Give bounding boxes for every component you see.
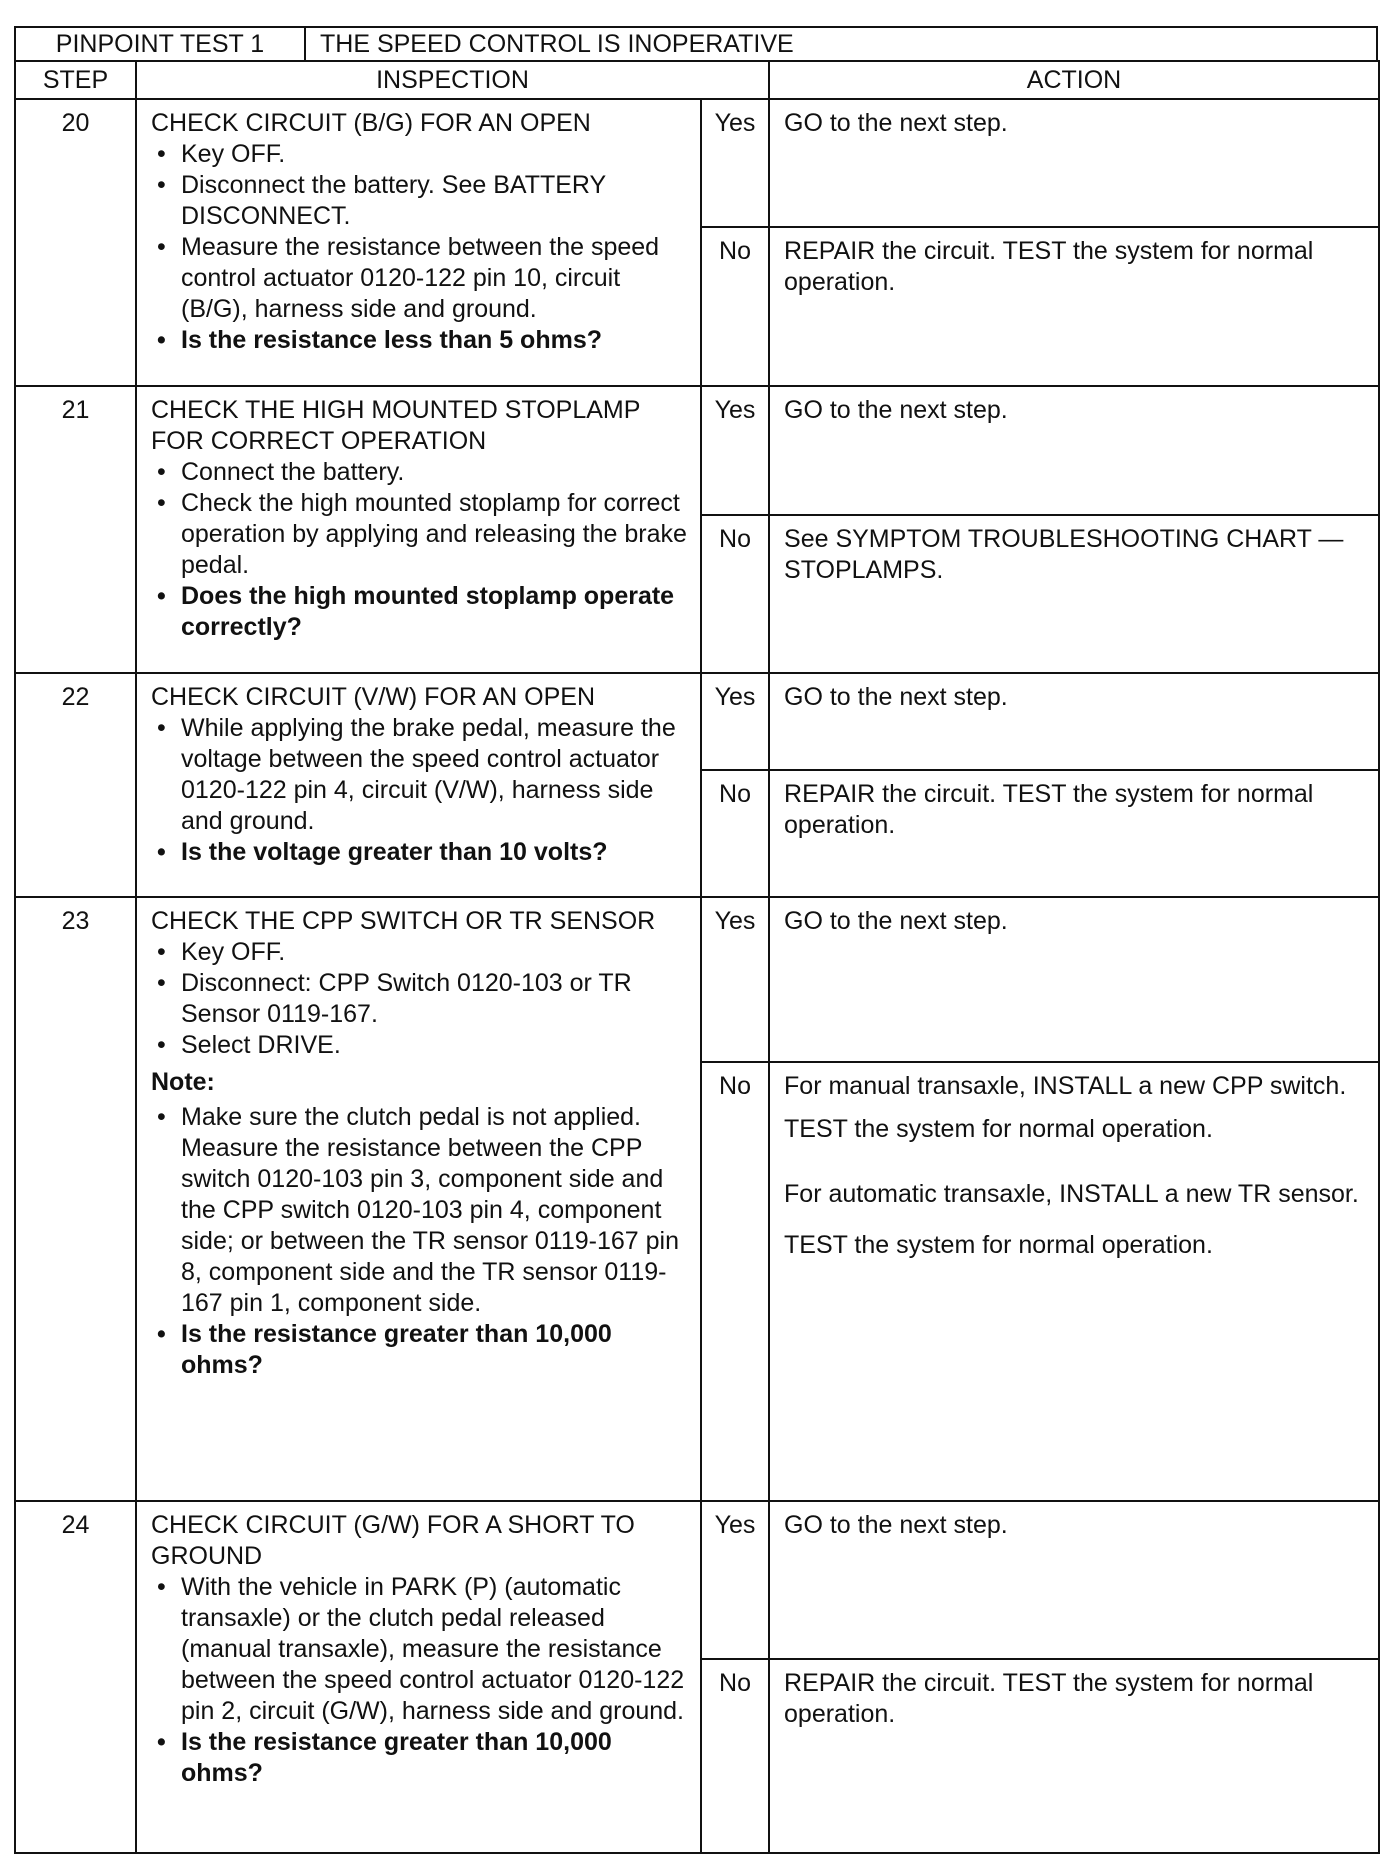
no-label: No <box>701 227 769 386</box>
column-header-row <box>15 61 1379 99</box>
instruction-item: • Key OFF. <box>151 937 688 968</box>
note-item: • Make sure the clutch pedal is not applied. <box>151 1102 688 1133</box>
no-action: REPAIR the circuit. TEST the system for normal operation. <box>769 770 1379 897</box>
instruction-item: • While applying the brake pedal, measure the voltage between the speed control actuator 0120-122 pin 4, circuit (V/W), harness side and ground. <box>151 713 688 837</box>
yes-label: Yes <box>701 386 769 515</box>
step-23-yes-row <box>15 897 1379 1062</box>
step-21-yes-row <box>15 386 1379 515</box>
no-action: See SYMPTOM TROUBLESHOOTING CHART — STOPLAMPS. <box>769 515 1379 673</box>
step-number: 24 <box>15 1501 136 1853</box>
note-text: Measure the resistance between the CPP switch 0120-103 pin 3, component side and the CPP switch 0120-103 pin 4, component side; or between the TR sensor 0119-167 pin 8, component side and the TR sensor 0119-167 pin 1, component side. <box>181 1134 679 1317</box>
step-title: CHECK THE HIGH MOUNTED STOPLAMP FOR CORRECT OPERATION <box>151 396 640 455</box>
step-20-yes-row <box>15 99 1379 227</box>
instruction-item: • With the vehicle in PARK (P) (automatic transaxle) or the clutch pedal released (manual transaxle), measure the resistance between the speed control actuator 0120-122 pin 2, circuit (G/W), harness side and ground. <box>151 1572 688 1727</box>
yes-label: Yes <box>701 1501 769 1659</box>
question: • Is the resistance greater than 10,000 ohms? <box>151 1319 688 1381</box>
step-number: 21 <box>15 386 136 673</box>
instruction-item: • Select DRIVE. <box>151 1030 688 1061</box>
no-action: REPAIR the circuit. TEST the system for normal operation. <box>769 1659 1379 1853</box>
yes-label: Yes <box>701 673 769 770</box>
yes-action: GO to the next step. <box>769 673 1379 770</box>
step-number: 22 <box>15 673 136 897</box>
step-title: CHECK CIRCUIT (G/W) FOR A SHORT TO GROUND <box>151 1511 635 1570</box>
question: • Is the resistance greater than 10,000 ohms? <box>151 1727 688 1789</box>
no-label: No <box>701 1062 769 1501</box>
step-number: 23 <box>15 897 136 1501</box>
question: • Does the high mounted stoplamp operate correctly? <box>151 581 688 643</box>
instruction-item: • Check the high mounted stoplamp for correct operation by applying and releasing the brake pedal. <box>151 488 688 581</box>
diagnostic-table <box>14 60 1380 1854</box>
step-22-inspection <box>136 673 701 897</box>
step-column-header: STEP <box>15 61 136 99</box>
instruction-list <box>151 457 688 643</box>
question-list <box>151 1319 688 1381</box>
instruction-item: • Connect the battery. <box>151 457 688 488</box>
action-column-header: ACTION <box>769 61 1379 99</box>
note-list <box>151 1102 688 1133</box>
step-24-yes-row <box>15 1501 1379 1659</box>
test-label: PINPOINT TEST 1 <box>16 28 306 60</box>
instruction-item: • Disconnect: CPP Switch 0120-103 or TR Sensor 0119-167. <box>151 968 688 1030</box>
inspection-column-header: INSPECTION <box>136 61 769 99</box>
test-title: THE SPEED CONTROL IS INOPERATIVE <box>320 30 794 58</box>
no-label: No <box>701 1659 769 1853</box>
question: • Is the resistance less than 5 ohms? <box>151 325 688 356</box>
yes-action: GO to the next step. <box>769 386 1379 515</box>
step-title: CHECK CIRCUIT (B/G) FOR AN OPEN <box>151 109 591 137</box>
no-label: No <box>701 770 769 897</box>
step-24-inspection <box>136 1501 701 1853</box>
step-number: 20 <box>15 99 136 386</box>
step-21-inspection <box>136 386 701 673</box>
yes-action: GO to the next step. <box>769 897 1379 1062</box>
pinpoint-test-document <box>14 26 1378 1854</box>
instruction-item: • Disconnect the battery. See BATTERY DISCONNECT. <box>151 170 688 232</box>
step-title: CHECK CIRCUIT (V/W) FOR AN OPEN <box>151 683 596 711</box>
no-action <box>769 1062 1379 1501</box>
instruction-list <box>151 139 688 356</box>
yes-action: GO to the next step. <box>769 1501 1379 1659</box>
yes-label: Yes <box>701 99 769 227</box>
no-action-paragraph: For manual transaxle, INSTALL a new CPP switch. <box>784 1072 1347 1100</box>
question: • Is the voltage greater than 10 volts? <box>151 837 688 868</box>
note-label: Note: <box>151 1068 215 1096</box>
yes-label: Yes <box>701 897 769 1062</box>
no-action-paragraph: TEST the system for normal operation. <box>784 1231 1213 1259</box>
instruction-list <box>151 1572 688 1789</box>
instruction-list <box>151 713 688 868</box>
step-20-inspection <box>136 99 701 386</box>
instruction-item: • Key OFF. <box>151 139 688 170</box>
no-action: REPAIR the circuit. TEST the system for normal operation. <box>769 227 1379 386</box>
yes-action: GO to the next step. <box>769 99 1379 227</box>
instruction-list <box>151 937 688 1061</box>
step-23-inspection <box>136 897 701 1501</box>
no-action-paragraph: TEST the system for normal operation. <box>784 1115 1213 1143</box>
test-header <box>14 26 1378 60</box>
step-22-yes-row <box>15 673 1379 770</box>
no-label: No <box>701 515 769 673</box>
instruction-item: • Measure the resistance between the speed control actuator 0120-122 pin 10, circuit (B/G), harness side and ground. <box>151 232 688 325</box>
no-action-paragraph: For automatic transaxle, INSTALL a new TR sensor. <box>784 1180 1359 1208</box>
step-title: CHECK THE CPP SWITCH OR TR SENSOR <box>151 907 656 935</box>
